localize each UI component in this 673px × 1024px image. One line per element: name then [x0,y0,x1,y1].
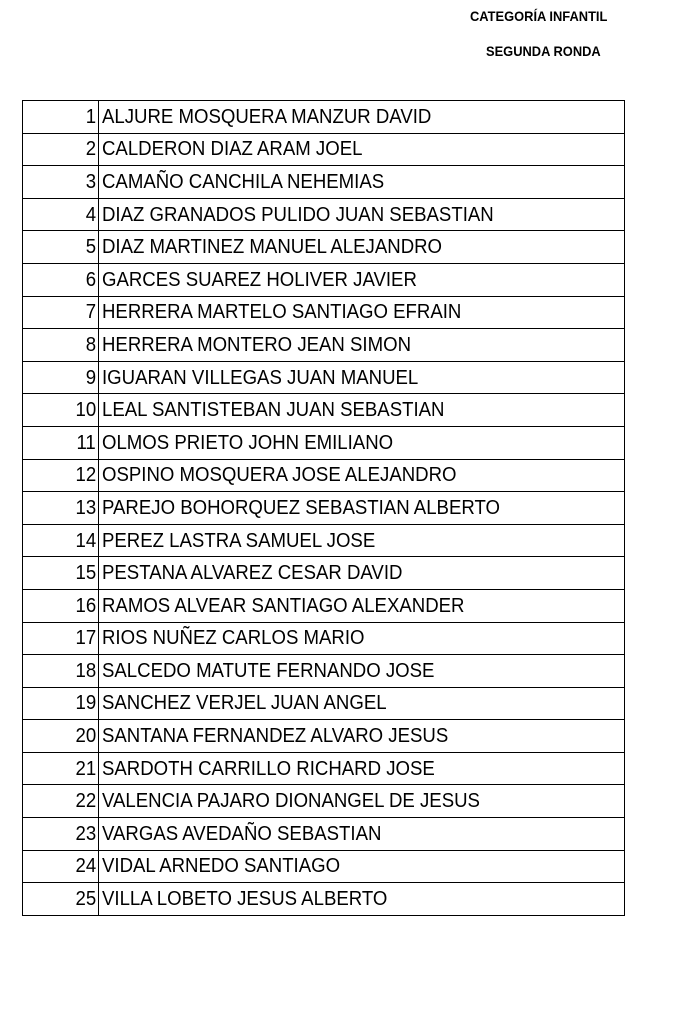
participant-name: VILLA LOBETO JESUS ALBERTO [99,883,625,916]
row-number: 20 [23,720,99,753]
table-row [23,557,625,590]
row-number: 21 [23,752,99,785]
participant-name: PEREZ LASTRA SAMUEL JOSE [99,524,625,557]
participant-name: DIAZ GRANADOS PULIDO JUAN SEBASTIAN [99,198,625,231]
participant-name: PESTANA ALVAREZ CESAR DAVID [99,557,625,590]
row-number: 14 [23,524,99,557]
table-row [23,459,625,492]
table-row [23,231,625,264]
row-number: 10 [23,394,99,427]
row-number: 7 [23,296,99,329]
row-number: 15 [23,557,99,590]
row-number: 2 [23,133,99,166]
row-number: 12 [23,459,99,492]
row-number: 4 [23,198,99,231]
participant-name: ALJURE MOSQUERA MANZUR DAVID [99,101,625,134]
row-number: 18 [23,655,99,688]
row-number: 23 [23,818,99,851]
row-number: 13 [23,492,99,525]
table-row [23,524,625,557]
table-row [23,818,625,851]
row-number: 25 [23,883,99,916]
participant-name: PAREJO BOHORQUEZ SEBASTIAN ALBERTO [99,492,625,525]
row-number: 11 [23,426,99,459]
row-number: 19 [23,687,99,720]
table-row [23,752,625,785]
row-number: 1 [23,101,99,134]
table-row [23,166,625,199]
participant-name: OSPINO MOSQUERA JOSE ALEJANDRO [99,459,625,492]
table-row [23,263,625,296]
table-row [23,850,625,883]
table-row [23,426,625,459]
row-number: 6 [23,263,99,296]
participant-name: SALCEDO MATUTE FERNANDO JOSE [99,655,625,688]
table-row [23,361,625,394]
participant-name: RAMOS ALVEAR SANTIAGO ALEXANDER [99,589,625,622]
row-number: 16 [23,589,99,622]
table-row [23,720,625,753]
participant-name: HERRERA MARTELO SANTIAGO EFRAIN [99,296,625,329]
row-number: 24 [23,850,99,883]
participant-name: CAMAÑO CANCHILA NEHEMIAS [99,166,625,199]
participants-table [22,100,625,916]
table-row [23,394,625,427]
table-row [23,589,625,622]
row-number: 17 [23,622,99,655]
participant-name: CALDERON DIAZ ARAM JOEL [99,133,625,166]
participant-name: SANTANA FERNANDEZ ALVARO JESUS [99,720,625,753]
participants-table-body [23,101,625,916]
table-row [23,622,625,655]
participant-name: DIAZ MARTINEZ MANUEL ALEJANDRO [99,231,625,264]
row-number: 3 [23,166,99,199]
table-row [23,785,625,818]
round-title: SEGUNDA RONDA [486,43,601,59]
table-row [23,133,625,166]
row-number: 22 [23,785,99,818]
table-row [23,329,625,362]
participant-name: RIOS NUÑEZ CARLOS MARIO [99,622,625,655]
participant-name: LEAL SANTISTEBAN JUAN SEBASTIAN [99,394,625,427]
table-row [23,198,625,231]
category-title: CATEGORÍA INFANTIL [470,8,608,24]
participant-name: VARGAS AVEDAÑO SEBASTIAN [99,818,625,851]
table-row [23,101,625,134]
participant-name: SANCHEZ VERJEL JUAN ANGEL [99,687,625,720]
row-number: 9 [23,361,99,394]
participant-name: VALENCIA PAJARO DIONANGEL DE JESUS [99,785,625,818]
table-row [23,687,625,720]
participant-name: HERRERA MONTERO JEAN SIMON [99,329,625,362]
participant-name: OLMOS PRIETO JOHN EMILIANO [99,426,625,459]
participant-name: SARDOTH CARRILLO RICHARD JOSE [99,752,625,785]
table-row [23,883,625,916]
row-number: 8 [23,329,99,362]
table-row [23,655,625,688]
participant-name: GARCES SUAREZ HOLIVER JAVIER [99,263,625,296]
table-row [23,492,625,525]
table-row [23,296,625,329]
participant-name: VIDAL ARNEDO SANTIAGO [99,850,625,883]
participant-name: IGUARAN VILLEGAS JUAN MANUEL [99,361,625,394]
row-number: 5 [23,231,99,264]
